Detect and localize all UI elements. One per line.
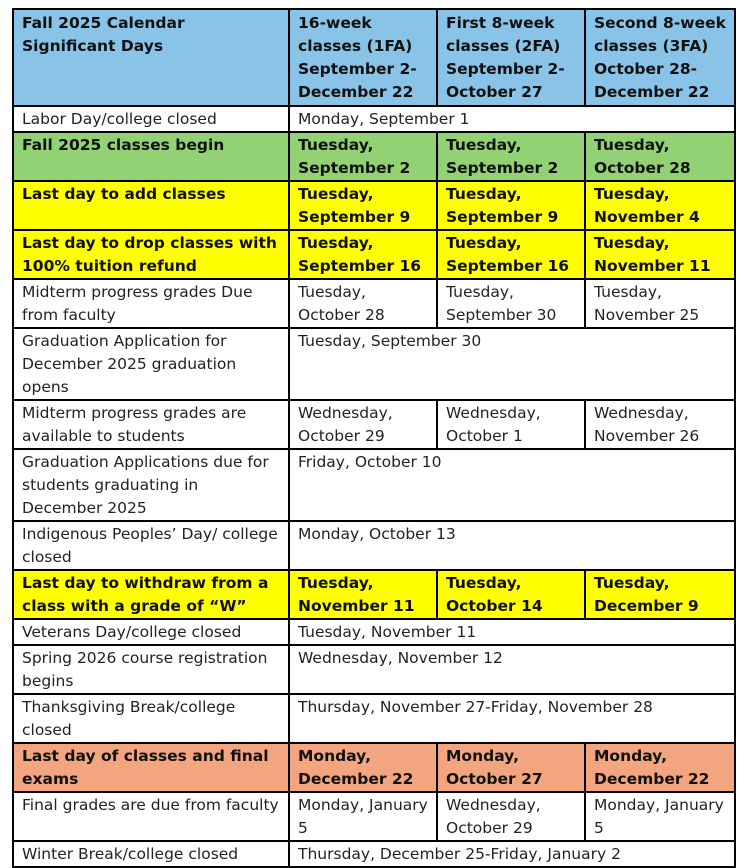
row-label: Thanksgiving Break/college closed — [13, 694, 289, 743]
row-date-second-8-week: Wednesday, November 26 — [585, 400, 735, 449]
row-label: Final grades are due from faculty — [13, 792, 289, 841]
row-date-first-8-week: Tuesday, September 9 — [437, 181, 585, 230]
row-label: Graduation Applications due for students graduating in December 2025 — [13, 449, 289, 521]
row-label: Midterm progress grades are available to students — [13, 400, 289, 449]
row-label: Last day to withdraw from a class with a grade of “W” — [13, 570, 289, 619]
row-date-second-8-week: Tuesday, November 4 — [585, 181, 735, 230]
table-row-final-grades — [13, 792, 735, 841]
row-label: Indigenous Peoples’ Day/ college closed — [13, 521, 289, 570]
row-date-all: Thursday, November 27-Friday, November 28 — [289, 694, 735, 743]
header-title-cell: Fall 2025 Calendar Significant Days — [13, 9, 289, 106]
row-date-16-week: Tuesday, September 16 — [289, 230, 437, 279]
row-date-all: Thursday, December 25-Friday, January 2 — [289, 841, 735, 867]
row-date-16-week: Tuesday, November 11 — [289, 570, 437, 619]
row-date-all: Tuesday, November 11 — [289, 619, 735, 645]
row-label: Fall 2025 classes begin — [13, 132, 289, 181]
row-label: Labor Day/college closed — [13, 106, 289, 132]
row-date-16-week: Tuesday, September 9 — [289, 181, 437, 230]
row-date-all: Monday, September 1 — [289, 106, 735, 132]
row-label: Midterm progress grades Due from faculty — [13, 279, 289, 328]
table-row-winter-break — [13, 841, 735, 867]
header-row — [13, 9, 735, 106]
row-label: Spring 2026 course registration begins — [13, 645, 289, 694]
header-first-8-week-cell: First 8-week classes (2FA) September 2-October 27 — [437, 9, 585, 106]
header-second-8-week-cell: Second 8-week classes (3FA) October 28-December 22 — [585, 9, 735, 106]
row-date-all: Tuesday, September 30 — [289, 328, 735, 400]
row-date-16-week: Monday, January 5 — [289, 792, 437, 841]
row-date-16-week: Tuesday, October 28 — [289, 279, 437, 328]
header-16-week-cell: 16-week classes (1FA) September 2-December 22 — [289, 9, 437, 106]
table-row-thanksgiving — [13, 694, 735, 743]
table-row-last-day-drop — [13, 230, 735, 279]
row-date-first-8-week: Tuesday, September 16 — [437, 230, 585, 279]
row-date-second-8-week: Monday, January 5 — [585, 792, 735, 841]
row-date-all: Wednesday, November 12 — [289, 645, 735, 694]
row-date-second-8-week: Tuesday, October 28 — [585, 132, 735, 181]
row-date-first-8-week: Monday, October 27 — [437, 743, 585, 792]
row-label: Winter Break/college closed — [13, 841, 289, 867]
table-row-midterm-due — [13, 279, 735, 328]
table-row-midterm-available — [13, 400, 735, 449]
table-row-last-day-withdraw — [13, 570, 735, 619]
table-row-labor-day — [13, 106, 735, 132]
row-date-first-8-week: Wednesday, October 29 — [437, 792, 585, 841]
table-row-graduation-due — [13, 449, 735, 521]
row-date-first-8-week: Tuesday, September 2 — [437, 132, 585, 181]
table-row-graduation-opens — [13, 328, 735, 400]
row-label: Last day to drop classes with 100% tuition refund — [13, 230, 289, 279]
row-date-second-8-week: Tuesday, November 11 — [585, 230, 735, 279]
row-label: Last day of classes and final exams — [13, 743, 289, 792]
table-row-spring-registration — [13, 645, 735, 694]
fall-2025-calendar-table — [12, 8, 736, 868]
row-label: Last day to add classes — [13, 181, 289, 230]
row-date-16-week: Wednesday, October 29 — [289, 400, 437, 449]
table-row-classes-begin — [13, 132, 735, 181]
row-date-all: Friday, October 10 — [289, 449, 735, 521]
row-label: Graduation Application for December 2025 graduation opens — [13, 328, 289, 400]
row-date-second-8-week: Monday, December 22 — [585, 743, 735, 792]
table-row-last-day-classes — [13, 743, 735, 792]
row-date-16-week: Tuesday, September 2 — [289, 132, 437, 181]
row-label: Veterans Day/college closed — [13, 619, 289, 645]
row-date-first-8-week: Tuesday, October 14 — [437, 570, 585, 619]
table-row-indigenous-day — [13, 521, 735, 570]
table-row-veterans-day — [13, 619, 735, 645]
table-row-last-day-add — [13, 181, 735, 230]
row-date-second-8-week: Tuesday, December 9 — [585, 570, 735, 619]
row-date-second-8-week: Tuesday, November 25 — [585, 279, 735, 328]
row-date-first-8-week: Tuesday, September 30 — [437, 279, 585, 328]
row-date-16-week: Monday, December 22 — [289, 743, 437, 792]
row-date-all: Monday, October 13 — [289, 521, 735, 570]
row-date-first-8-week: Wednesday, October 1 — [437, 400, 585, 449]
